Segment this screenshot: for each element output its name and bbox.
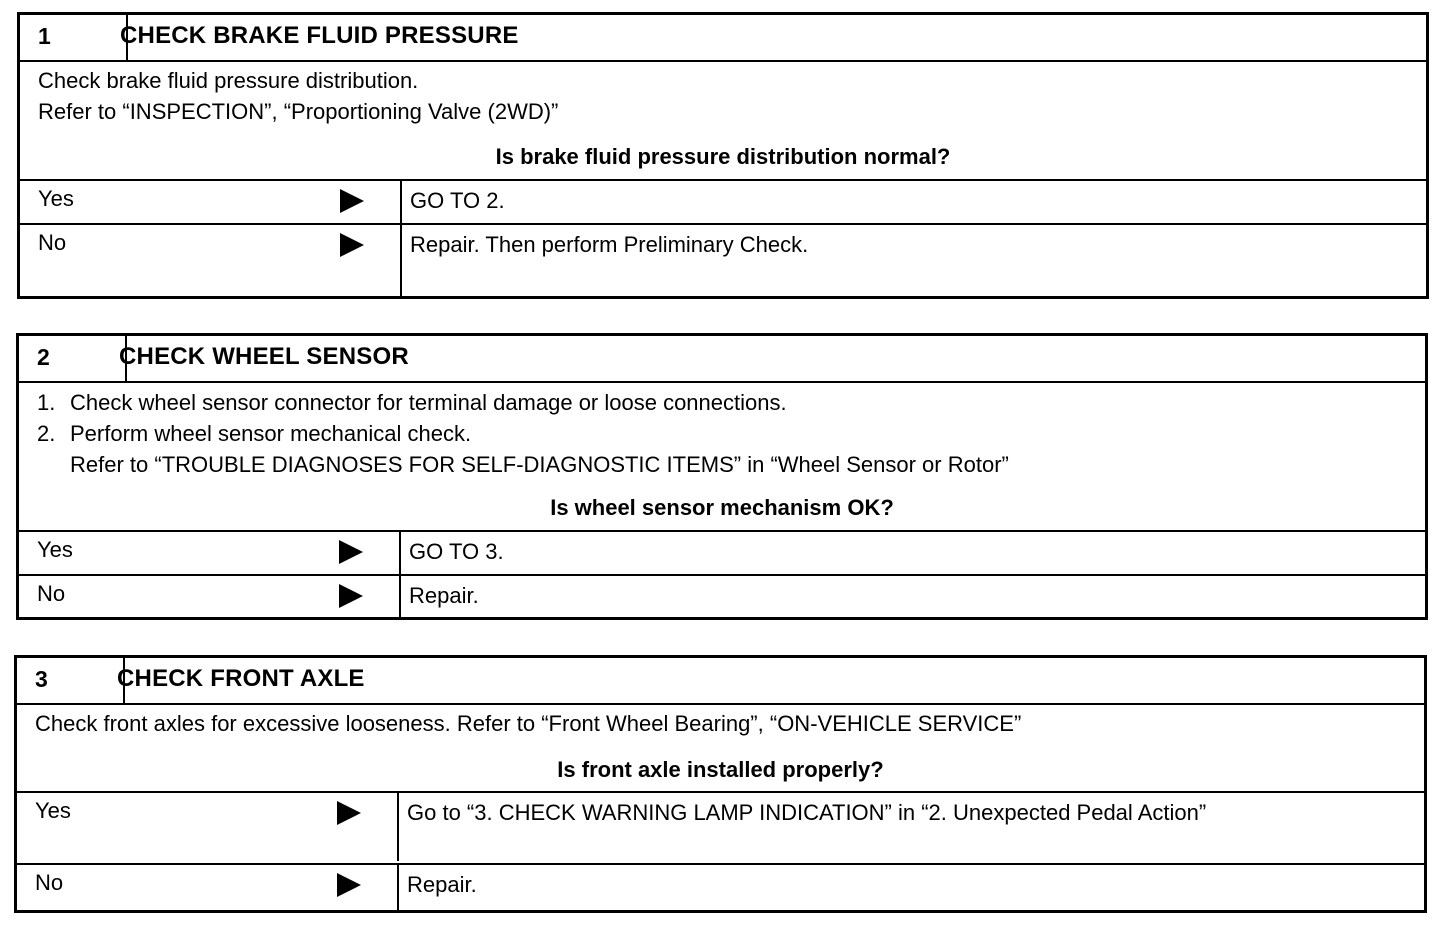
no-row bbox=[19, 574, 1425, 617]
step-title: CHECK WHEEL SENSOR bbox=[119, 343, 409, 370]
yes-result: Go to “3. CHECK WARNING LAMP INDICATION” in “2. Unexpected Pedal Action” bbox=[397, 793, 1424, 861]
instruction-note: Refer to “TROUBLE DIAGNOSES FOR SELF-DIAGNOSTIC ITEMS” in “Wheel Sensor or Rotor” bbox=[70, 452, 1009, 477]
step-question: Is front axle installed properly? bbox=[557, 757, 884, 782]
no-row bbox=[20, 223, 1426, 296]
instruction-line: Check front axles for excessive looseness. Refer to “Front Wheel Bearing”, “ON-VEHICLE SERVICE” bbox=[35, 711, 1022, 736]
arrow-right-icon bbox=[337, 873, 361, 897]
yes-row bbox=[17, 791, 1424, 861]
step-number: 3 bbox=[17, 658, 125, 703]
step-header bbox=[17, 658, 1424, 705]
no-row bbox=[17, 863, 1424, 910]
no-result: Repair. bbox=[399, 576, 1425, 617]
yes-result: GO TO 2. bbox=[400, 181, 1426, 223]
step-instructions bbox=[38, 65, 1416, 127]
step-header bbox=[19, 336, 1425, 383]
no-label: No bbox=[35, 870, 64, 895]
yes-row bbox=[19, 530, 1425, 574]
item-text: Perform wheel sensor mechanical check. bbox=[70, 421, 472, 446]
diagnostic-step-1 bbox=[17, 12, 1429, 299]
arrow-right-icon bbox=[339, 540, 363, 564]
step-question: Is wheel sensor mechanism OK? bbox=[550, 495, 894, 520]
no-result: Repair. Then perform Preliminary Check. bbox=[400, 225, 1426, 296]
step-title: CHECK BRAKE FLUID PRESSURE bbox=[120, 22, 519, 49]
no-label: No bbox=[38, 230, 67, 255]
diagnostic-step-2 bbox=[16, 333, 1428, 620]
step-question: Is brake fluid pressure distribution normal? bbox=[495, 144, 951, 169]
item-number: 2. bbox=[37, 421, 56, 446]
arrow-right-icon bbox=[339, 584, 363, 608]
step-header bbox=[20, 15, 1426, 62]
step-title: CHECK FRONT AXLE bbox=[117, 665, 365, 692]
step-number: 1 bbox=[20, 15, 128, 60]
arrow-right-icon bbox=[340, 189, 364, 213]
arrow-right-icon bbox=[337, 801, 361, 825]
yes-result: GO TO 3. bbox=[399, 532, 1425, 574]
no-label: No bbox=[37, 581, 66, 606]
item-text: Check wheel sensor connector for terminal damage or loose connections. bbox=[70, 390, 787, 415]
instruction-item bbox=[37, 387, 1415, 418]
diagnostic-step-3 bbox=[14, 655, 1427, 913]
arrow-right-icon bbox=[340, 233, 364, 257]
step-instructions bbox=[37, 387, 1415, 480]
step-instructions bbox=[35, 708, 1414, 739]
yes-label: Yes bbox=[37, 537, 73, 562]
yes-label: Yes bbox=[38, 186, 74, 211]
yes-row bbox=[20, 179, 1426, 223]
instruction-line: Refer to “INSPECTION”, “Proportioning Valve (2WD)” bbox=[38, 99, 559, 124]
step-number: 2 bbox=[19, 336, 127, 381]
no-result: Repair. bbox=[397, 865, 1424, 910]
instruction-line: Check brake fluid pressure distribution. bbox=[38, 68, 419, 93]
item-number: 1. bbox=[37, 390, 56, 415]
yes-label: Yes bbox=[35, 798, 71, 823]
instruction-item bbox=[37, 418, 1415, 449]
